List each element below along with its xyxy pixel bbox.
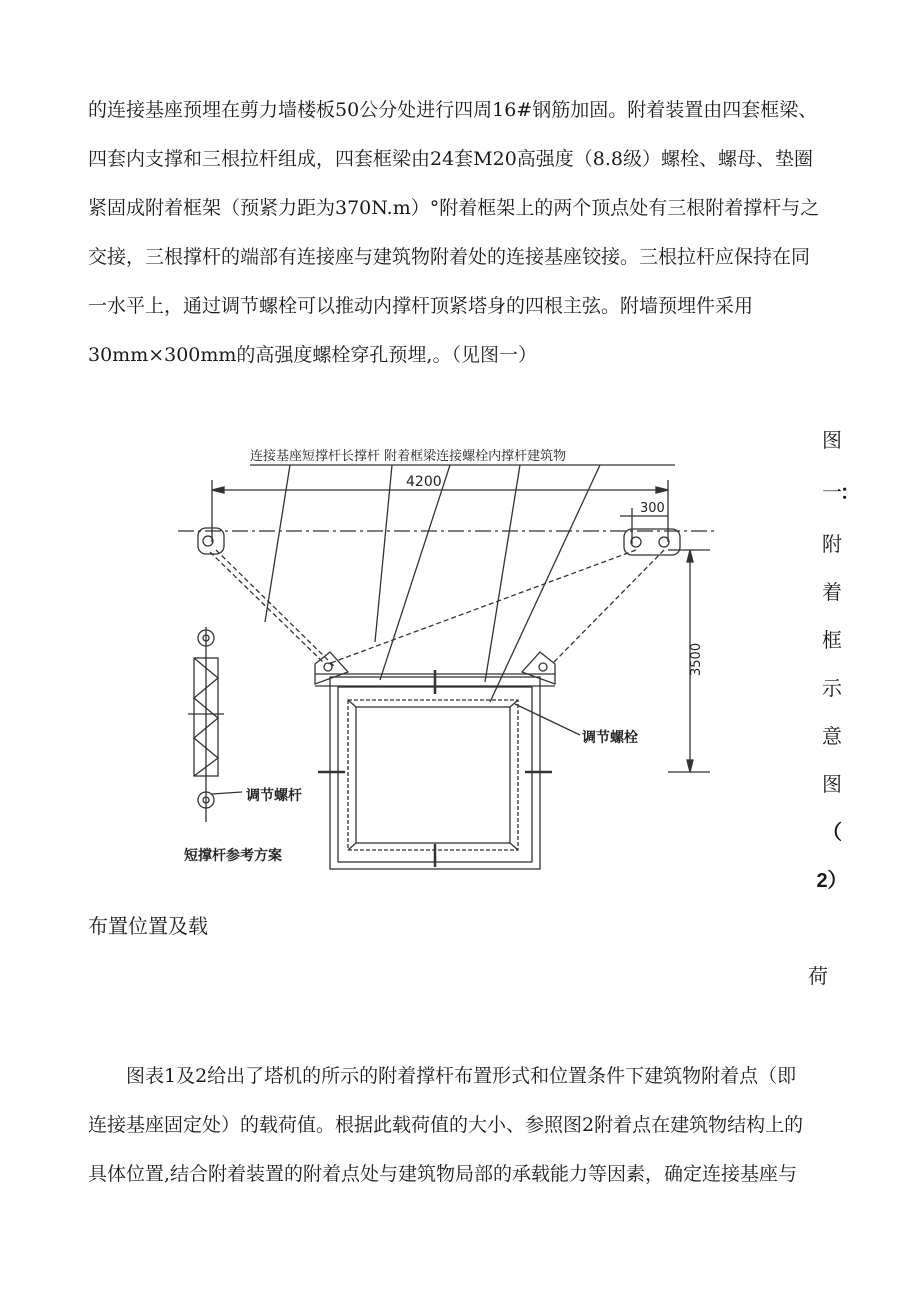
dim-offset-text: 300 (640, 501, 665, 516)
section-heading-left: 布置位置及载 (88, 914, 208, 938)
text-line: 连接基座固定处）的载荷值。根据此载荷值的大小、参照图2附着点在建筑物结构上的 (88, 1114, 804, 1136)
top-labels: 连接基座短撑杆长撑杆 附着框梁连接螺栓内撑杆建筑物 (250, 449, 567, 464)
adjust-screw-label: 调节螺杆 (246, 788, 302, 804)
dim-height-text: 3500 (689, 642, 704, 676)
text-line: 30mm×300mm的高强度螺栓穿孔预埋,。（见图一） (88, 344, 537, 366)
caption-char: 附 (822, 532, 842, 556)
caption-char: 2） (816, 870, 848, 892)
caption-char: 图 (822, 428, 842, 452)
text-line: 的连接基座预埋在剪力墙楼板50公分处进行四周16#钢筋加固。附着装置由四套框梁、 (88, 99, 818, 121)
text-line: 交接，三根撑杆的端部有连接座与建筑物附着处的连接基座铰接。三根拉杆应保持在同 (88, 246, 811, 268)
caption-char: （ (822, 822, 842, 844)
adjust-bolt-label: 调节螺栓 (582, 730, 638, 746)
text-line: 图表1及2给出了塔机的所示的附着撑杆布置形式和位置条件下建筑物附着点（即 (126, 1065, 797, 1087)
short-strut-reference (188, 627, 242, 822)
caption-char: 图 (822, 772, 842, 796)
body-paragraph-2 (88, 1052, 878, 1199)
caption-char: 着 (822, 580, 842, 604)
text-line: 具体位置,结合附着装置的附着点处与建筑物局部的承载能力等因素，确定连接基座与 (88, 1163, 798, 1185)
tower-frame-outer (330, 677, 540, 869)
caption-char: 示 (822, 676, 842, 700)
short-strut-label: 短撑杆参考方案 (184, 848, 282, 864)
caption-char: ： (840, 482, 860, 504)
body-paragraph-1 (88, 86, 878, 380)
text-line: 紧固成附着框架（预紧力距为370N.m）°附着框架上的两个顶点处有三根附着撑杆与之 (88, 197, 820, 219)
attachment-frame-figure (170, 432, 730, 884)
left-base-seat (198, 528, 224, 554)
dim-width-text: 4200 (406, 474, 442, 490)
section-heading-right: 荷 (808, 964, 828, 988)
strut-lines (210, 550, 664, 667)
caption-char: 框 (822, 628, 842, 652)
text-line: 四套内支撑和三根拉杆组成，四套框梁由24套M20高强度（8.8级）螺栓、螺母、垫圈 (88, 148, 814, 170)
text-line: 一水平上，通过调节螺栓可以推动内撑杆顶紧塔身的四根主弦。附墙预埋件采用 (88, 295, 754, 317)
caption-char: 一 (822, 480, 842, 504)
caption-char: 意 (822, 724, 842, 748)
inner-strut-frame (348, 700, 518, 850)
